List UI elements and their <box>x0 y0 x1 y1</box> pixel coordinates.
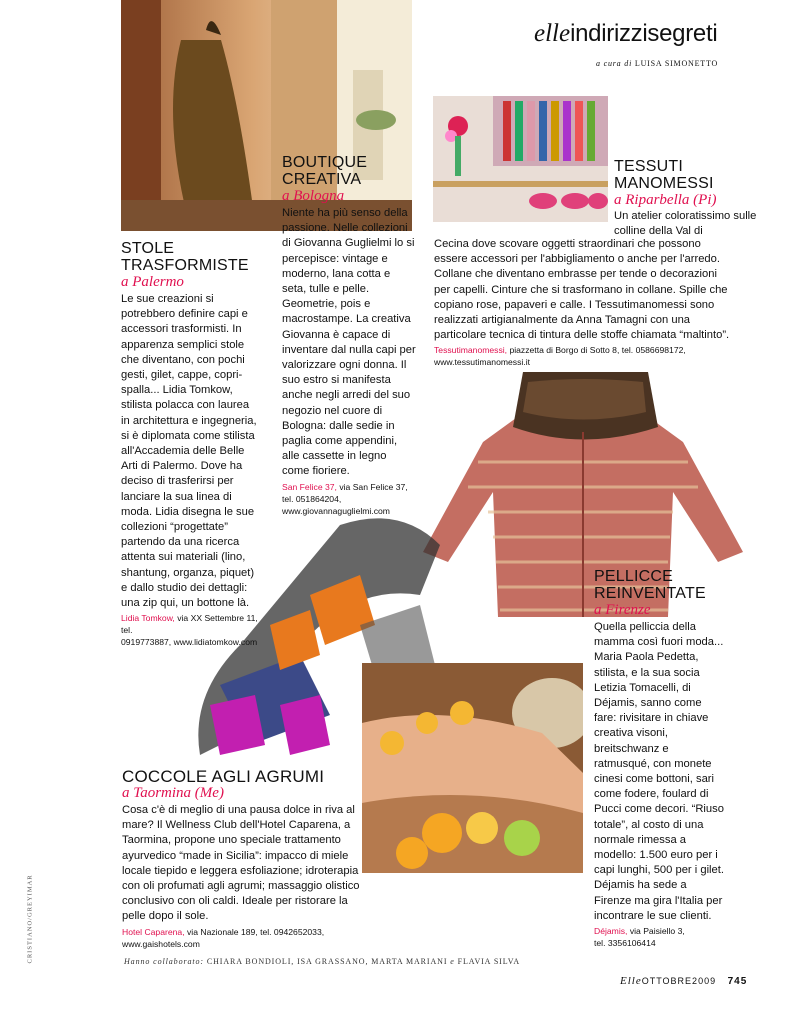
coccole-address-line1: via Nazionale 189, tel. 0942652033, www.gaishotels.com <box>122 926 325 949</box>
curator-name: LUISA SIMONETTO <box>634 59 719 68</box>
curator-prefix: a cura di <box>596 59 633 68</box>
tessuti-shop-name: Tessutimanomessi, <box>434 345 508 356</box>
page-header <box>534 20 754 54</box>
stole-shop-name: Lidia Tomkow, <box>121 613 175 624</box>
tessuti-body-intro: Un atelier coloratissimo sulle colline della Val di <box>614 210 757 238</box>
tessuti-body: Cecina dove scovare oggetti straordinari che possono essere accessori per l'abbigliamento o anche per l'arredo. Collane che diventano embrasse per tende o decorazioni per capelli. Cinture che si trasformano in collane. Spille che copiano rose, papaveri e calle. I Tessutimanomessi sono realizzati artigianalmente da Anna Tamagni con una particolare tecnica di tintura delle stoffe chiamata “maltinto”. <box>434 238 730 342</box>
coccole-address <box>122 926 384 950</box>
stole-section <box>121 240 259 648</box>
stole-address-line1: via XX Settembre 11, tel. <box>121 613 258 636</box>
page-number: 745 <box>727 976 748 987</box>
massage-citrus-photo <box>362 663 583 873</box>
page-footer <box>620 975 747 987</box>
pellicce-shop-name: Déjamis, <box>594 926 628 937</box>
tessuti-heading <box>614 158 774 239</box>
tessuti-address <box>434 344 730 368</box>
stole-address-line2: 0919773887, www.lidiatomkow.com <box>121 637 258 648</box>
pellicce-title-line2: REINVENTATE <box>594 585 706 602</box>
boutique-title-line2: CREATIVA <box>282 171 362 188</box>
tessuti-shop-photo <box>433 96 608 222</box>
boutique-section <box>282 154 416 517</box>
footer-issue: OTTOBRE2009 <box>641 976 717 986</box>
tessuti-title-line1: TESSUTI <box>614 158 683 175</box>
contributors-line <box>124 957 520 966</box>
contributors-last: FLAVIA SILVA <box>457 957 521 966</box>
footer-brand: Elle <box>620 975 642 987</box>
contributors-prefix: Hanno collaborato: <box>124 957 204 966</box>
photo-credit: CRISTIANO/GREYIMAR <box>26 874 34 964</box>
boutique-shop-name: San Felice 37, <box>282 481 337 492</box>
boutique-title-line1: BOUTIQUE <box>282 154 368 171</box>
stole-title-line1: STOLE <box>121 240 175 257</box>
pellicce-address-line1: via Paisiello 3, <box>629 926 685 937</box>
pellicce-address <box>594 925 726 949</box>
boutique-address-line2: tel. 051864204, <box>282 493 342 504</box>
pellicce-address-line2: tel. 3356106414 <box>594 938 656 949</box>
boutique-body: Niente ha più senso della passione. Nelle collezioni di Giovanna Guglielmi lo si percepisce: vintage e moderno, lana cotta e seta, tulle e pelle. Geometrie, pois e macrostampe. La creativa Giovanna è capace di inventare dal nulla capi per valorizzare ogni donna. Il suo estro si manifesta anche negli arredi del suo negozio nel cuore di Bologna: dalle sedie in paglia come appendini, alle cassette in legno come fioriere. <box>282 207 416 478</box>
boutique-city: a Bologna <box>282 188 345 204</box>
tessuti-body-block <box>434 237 730 368</box>
coccole-shop-name: Hotel Caparena, <box>122 926 185 937</box>
coccole-body: Cosa c'è di meglio di una pausa dolce in riva al mare? Il Wellness Club dell'Hotel Caparena, a Taormina, propone uno speciale trattamento ayurvedico “made in Sicilia”: impacco di miele locale tiepido e leggera esfoliazione; idroterapia con oli profumati agli agrumi; massaggio olistico conclusivo con oli caldi. Ideale per ristorare la pelle dopo il sole. <box>122 804 360 923</box>
header-title: indirizzisegreti <box>570 20 718 47</box>
brand-elle: elle <box>534 20 571 47</box>
coccole-section <box>122 768 384 950</box>
tessuti-title-line2: MANOMESSI <box>614 175 714 192</box>
stole-address <box>121 612 271 648</box>
pellicce-section <box>594 568 726 949</box>
stole-title-line2: TRASFORMISTE <box>121 257 249 274</box>
boutique-address-line1: via San Felice 37, <box>339 481 408 492</box>
boutique-website: www.giovannaguglielmi.com <box>282 505 390 516</box>
contributors-names: CHIARA BONDIOLI, ISA GRASSANO, MARTA MARIANI <box>206 957 448 966</box>
pellicce-city: a Firenze <box>594 602 651 618</box>
coccole-city: a Taormina (Me) <box>122 785 224 801</box>
curator-line <box>596 59 718 68</box>
pellicce-title-line1: PELLICCE <box>594 568 673 585</box>
boutique-address <box>282 481 416 517</box>
tessuti-website: www.tessutimanomessi.it <box>434 357 530 368</box>
stole-city: a Palermo <box>121 274 184 290</box>
tessuti-address-line1: piazzetta di Borgo di Sotto 8, tel. 0586698172, <box>509 345 686 356</box>
tessuti-city: a Riparbella (Pi) <box>614 192 717 208</box>
coccole-title: COCCOLE AGLI AGRUMI <box>122 767 325 786</box>
stole-body: Le sue creazioni si potrebbero definire capi e accessori trasformisti. In apparenza semplici stole che diventano, con pochi gesti, gilet, cappe, copri-spalla... Lidia Tomkow, stilista polacca con laurea in architettura e ingegneria, si è diplomata come stilista all'Accademia delle Belle Arti di Palermo. Dove ha deciso di trasferirsi per lanciare la sua linea di moda. Lidia disegna le sue collezioni “progettate” partendo da una ricerca attenta sui materiali (lino, shantung, organza, piquet) e dallo studio dei dettagli: una zip qui, un bottone là. <box>121 293 257 610</box>
contributors-conj: e <box>450 957 455 966</box>
pellicce-body: Quella pelliccia della mamma così fuori moda... Maria Paola Pedetta, stilista, e la sua socia Letizia Tomacelli, di Déjamis, sanno come fare: rivisitare in chiave creativa visoni, breitschwanz e ratmusqué, con monete cinesi come bottoni, sari come fodere, foulard di Pucci come decori. “Riuso totale”, al costo di una normale rimessa a modello: 1.500 euro per i capi lunghi, 500 per i gilet. Déjamis ha sede a Firenze ma gira l'Italia per incontrare le sue clienti. <box>594 621 724 922</box>
